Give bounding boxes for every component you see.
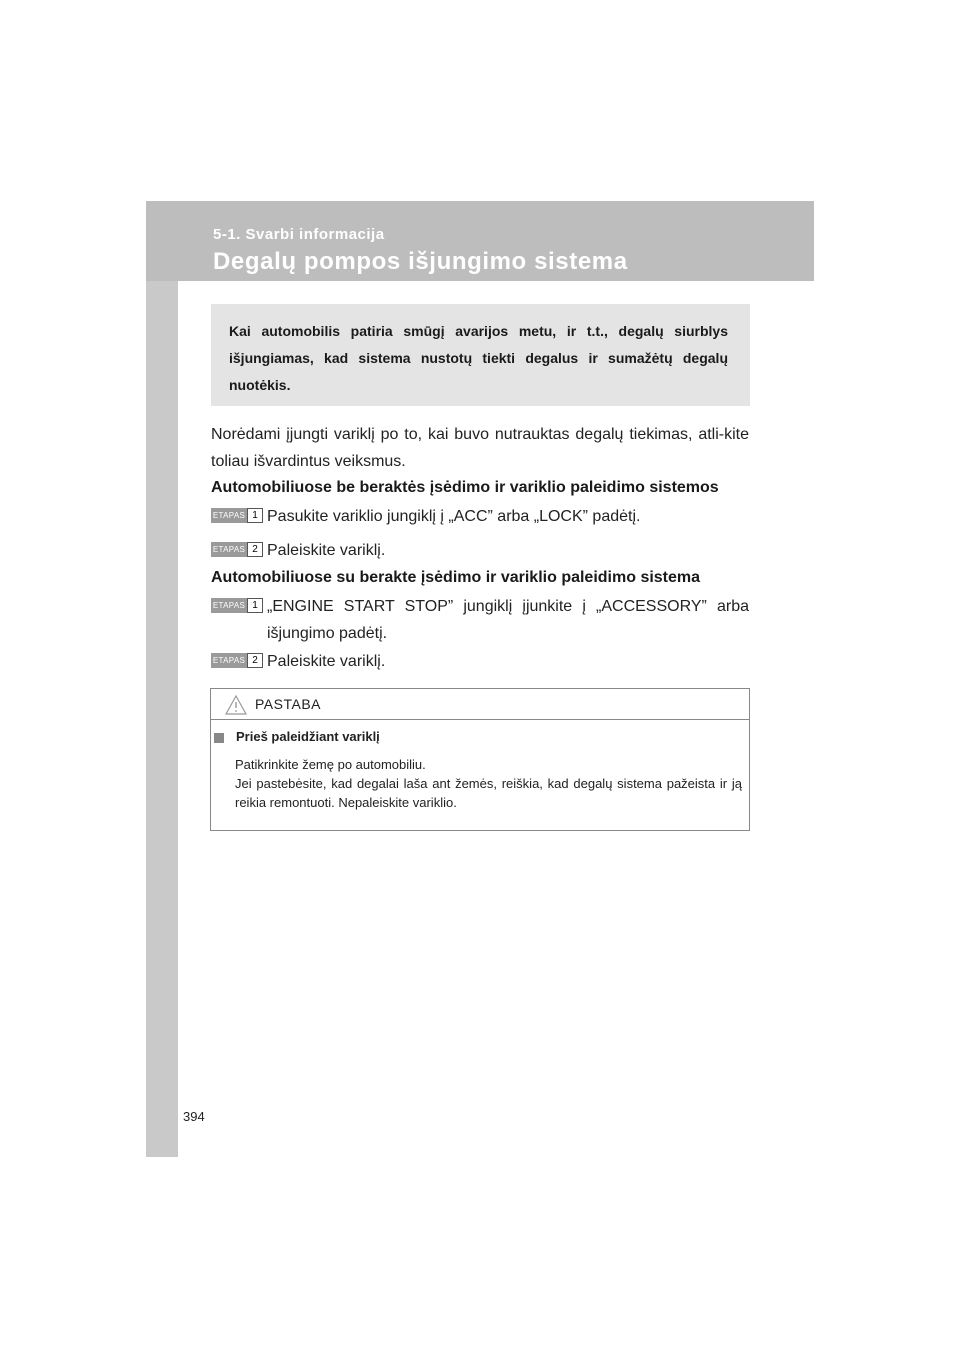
note-header	[211, 689, 749, 720]
step-text: „ENGINE START STOP” jungiklį įjunkite į „ACCESSORY” arba išjungimo padėtį.	[267, 598, 749, 642]
step-text: Pasukite variklio jungiklį į „ACC” arba „LOCK” padėtį.	[267, 508, 641, 525]
warning-triangle-icon	[225, 695, 247, 715]
note-box	[210, 688, 750, 831]
step-text: Paleiskite variklį.	[267, 653, 386, 670]
step-badge	[211, 653, 263, 668]
step-badge-number: 2	[247, 542, 263, 557]
step-badge-label: ETAPAS	[211, 508, 247, 523]
section-heading-keyless-absent: Automobiliuose be beraktės įsėdimo ir variklio paleidimo sistemos	[211, 479, 719, 496]
page-number: 394	[183, 1109, 205, 1124]
step-badge-number: 1	[247, 508, 263, 523]
left-sidebar-strip	[146, 281, 178, 1157]
step-badge-label: ETAPAS	[211, 542, 247, 557]
intro-box: Kai automobilis patiria smūgį avarijos metu, ir t.t., degalų siurblys išjungiamas, kad sistema nustotų tiekti degalus ir sumažėtų degalų nuotėkis.	[211, 304, 750, 406]
note-text	[235, 755, 742, 812]
step-badge-label: ETAPAS	[211, 653, 247, 668]
section-label: 5-1. Svarbi informacija	[213, 226, 385, 243]
step-badge	[211, 508, 263, 523]
step-badge-number: 2	[247, 653, 263, 668]
section-heading-keyless-present: Automobiliuose su berakte įsėdimo ir variklio paleidimo sistema	[211, 569, 701, 586]
page-title: Degalų pompos išjungimo sistema	[213, 248, 628, 275]
step-text: Paleiskite variklį.	[267, 542, 386, 559]
step-badge-number: 1	[247, 598, 263, 613]
body-paragraph: Norėdami įjungti variklį po to, kai buvo nutrauktas degalų tiekimas, atli-kite toliau išvardintus veiksmus.	[211, 426, 749, 470]
header-band	[146, 201, 814, 281]
note-title: PASTABA	[255, 696, 322, 712]
note-subtitle: Prieš paleidžiant variklį	[236, 729, 380, 744]
step-badge-label: ETAPAS	[211, 598, 247, 613]
square-bullet-icon	[214, 733, 224, 743]
note-line: Jei pastebėsite, kad degalai laša ant žemės, reiškia, kad degalų sistema pažeista ir ją reikia remontuoti. Nepaleiskite variklio.	[235, 776, 742, 810]
step-badge	[211, 542, 263, 557]
step-badge	[211, 598, 263, 613]
note-line: Patikrinkite žemę po automobiliu.	[235, 757, 426, 772]
